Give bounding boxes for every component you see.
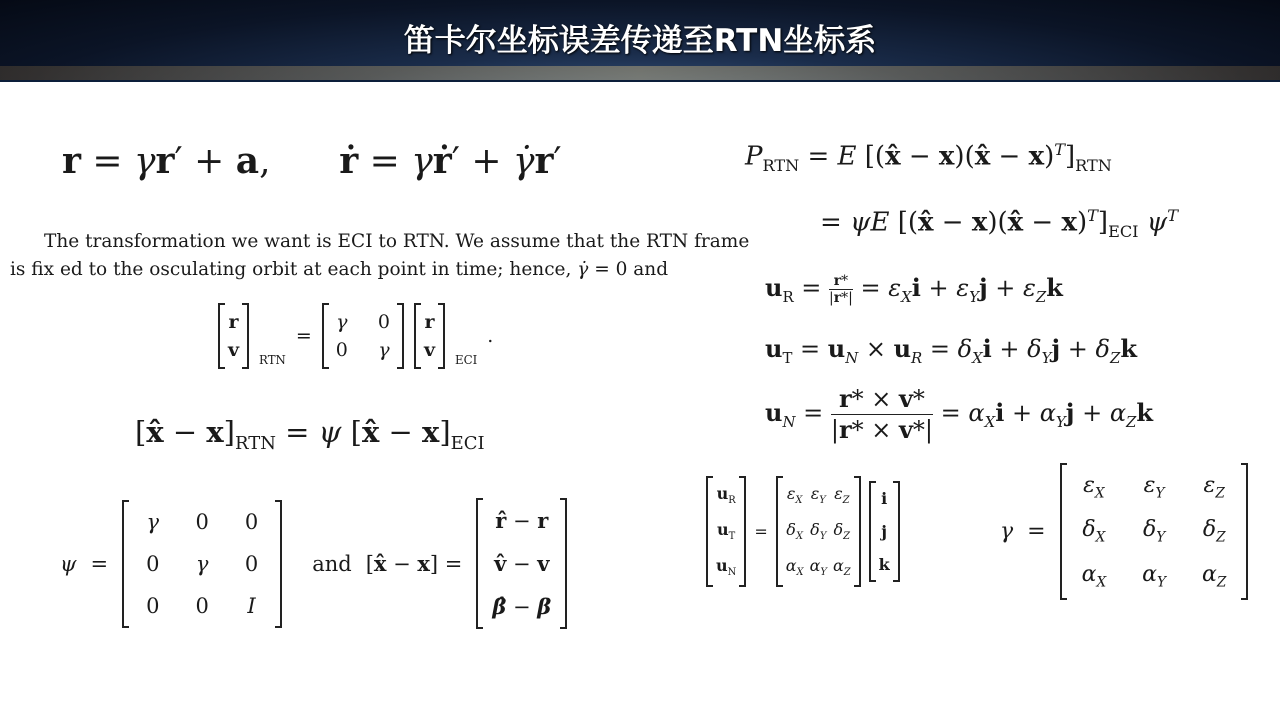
- title-banner: [0, 0, 1280, 82]
- paragraph-line-1: The transformation we want is ECI to RTN. We assume that the RTN frame: [44, 231, 750, 252]
- slide-title: 笛卡尔坐标误差传递至RTN坐标系: [403, 23, 877, 59]
- paragraph-line-2: is fix ed to the osculating orbit at each point in time; hence, γ̇ = 0 and: [10, 259, 669, 280]
- equation-rotation-matrix: $u_R$ $u_T$ $u_N$ = $\varepsilon_X$ $\varepsilon_Y$ $\varepsilon_Z$ $\delta_X$ $\delta_Y$ $\delta_Z$ $\alpha_X$ $\alpha_Y$ $\alpha_Z$ i j k: [706, 478, 900, 585]
- equation-position-velocity: r = γr′ + a, ṙ = γṙ′ + γ̇r′: [62, 140, 562, 182]
- equation-gamma-matrix: γ = $\varepsilon_X$ $\varepsilon_Y$ $\varepsilon_Z$ $\delta_X$ $\delta_Y$ $\delta_Z$ $\alpha_X$ $\alpha_Y$ $\alpha_Z$: [1000, 465, 1248, 598]
- equation-unit-vectors: $u_R$ = r* $|r*| = \varepsilon_Xi + \varepsilon_Yj + \varepsilon_Zk$ $u_T = u_N \times u_R = \delta_Xi + \delta_Yj + \delta_Zk$ $u_N$ = r* × v* $|r* \times v*| = \alpha_Xi + \alpha_Yj + \alpha_Zk$: [765, 273, 1154, 444]
- equation-psi-matrix: ψ = γ 0 0 0 γ 0 0 0 I and [x̂ − x] = r̂ − r v̂ − v β̂ − β: [60, 500, 567, 627]
- paragraph-text: [10, 228, 749, 284]
- equation-error-transfer: [x̂ − $x]_{RTN} = \psi$ [x̂ − $x]_{ECI}$: [135, 415, 485, 454]
- equation-covariance: $P_{RTN} = E$ [(x̂ − x)(x̂ − $x)^T]_{RTN}$ = ψE [(x̂ − x)(x̂ − $x)^T]_{ECI}$ $\psi^T$: [745, 140, 1178, 241]
- equation-rtn-matrix: r v $_{RTN}$ = γ 0 0 γ r v $_{ECI}$ .: [218, 305, 493, 367]
